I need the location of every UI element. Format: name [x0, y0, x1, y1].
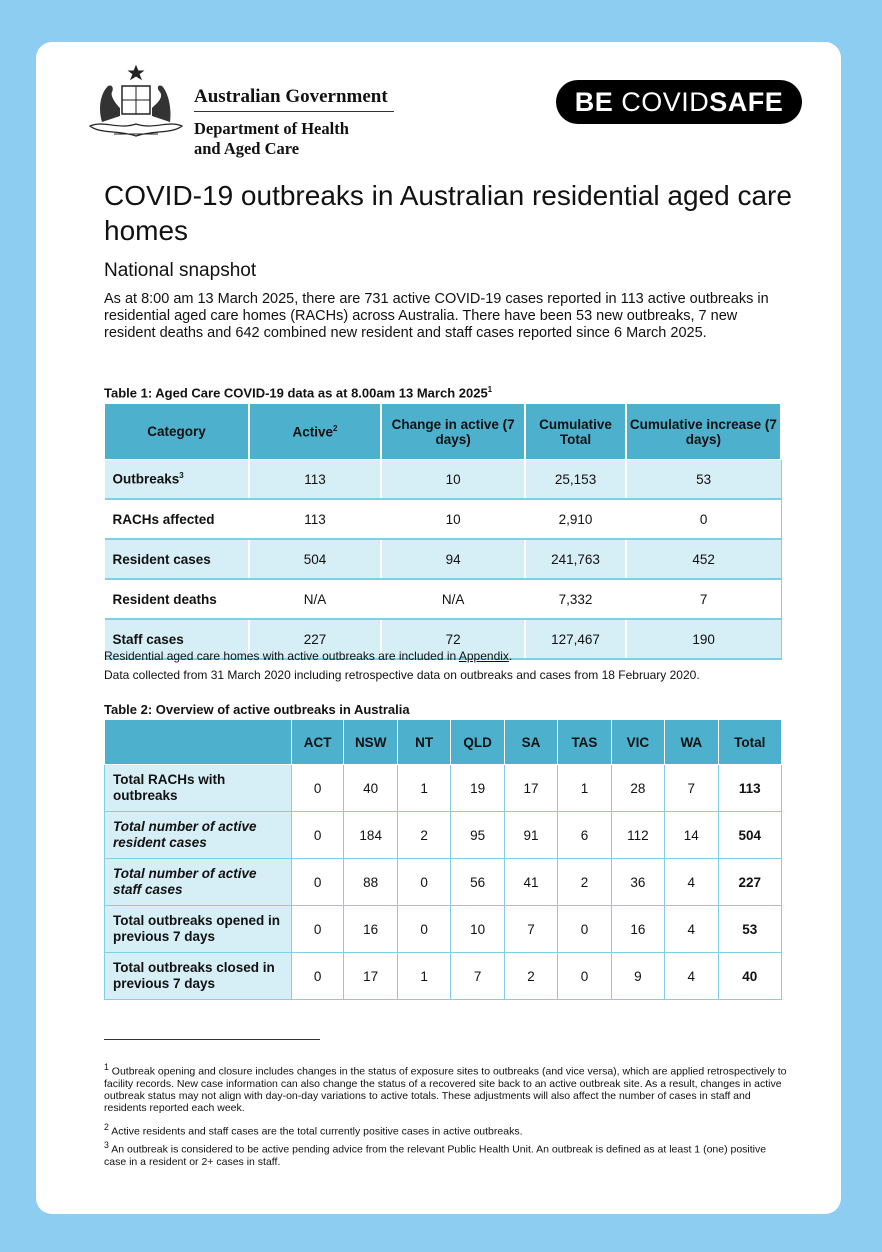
table-cell: 2: [504, 953, 557, 1000]
table-cell: 2: [558, 859, 611, 906]
table-cell: 0: [397, 906, 450, 953]
table-cell: 113: [249, 499, 381, 539]
table-cell: 4: [665, 953, 718, 1000]
table-cell: 17: [504, 765, 557, 812]
table-cell: Resident deaths: [105, 579, 250, 619]
table2-header: SA: [504, 720, 557, 765]
table-cell: 36: [611, 859, 664, 906]
table-cell: Resident cases: [105, 539, 250, 579]
table-cell: 1: [558, 765, 611, 812]
table-cell: 10: [381, 460, 525, 500]
table-cell: 184: [344, 812, 398, 859]
table-row: [105, 579, 782, 619]
table-cell: Total number of active resident cases: [105, 812, 292, 859]
table-cell: 91: [504, 812, 557, 859]
table-cell: 7,332: [525, 579, 626, 619]
table-row: [105, 859, 782, 906]
table-cell: Staff cases: [105, 619, 250, 659]
table2-header: QLD: [451, 720, 505, 765]
footnote-3: $^3$ An outbreak is considered to be active pending advice from the relevant Public Health Unit. An outbreak is defined as at least 1 (one) positive case in a resident or 2+ cases in staff.: [104, 1140, 767, 1168]
appendix-link[interactable]: Appendix: [458, 649, 509, 663]
page-subtitle: National snapshot: [104, 260, 257, 281]
table-row: [105, 765, 782, 812]
department-name: Department of Health and Aged Care: [194, 119, 349, 158]
appendix-note: Residential aged care homes with active outbreaks are included in Appendix.: [104, 649, 513, 663]
table1-header: Cumulative Total: [525, 404, 626, 460]
table-cell: N/A: [381, 579, 525, 619]
table-cell: 2: [397, 812, 450, 859]
table-cell: 17: [344, 953, 398, 1000]
table-cell: 0: [397, 859, 450, 906]
table2-header: Total: [718, 720, 781, 765]
footnote-2: $^2$ Active residents and staff cases are the total currently positive cases in active outbreaks.: [104, 1122, 523, 1138]
table-cell: 10: [451, 906, 505, 953]
coat-of-arms-logo: [84, 64, 188, 144]
table-row: [105, 812, 782, 859]
table-cell: 7: [451, 953, 505, 1000]
table-cell: 94: [381, 539, 525, 579]
aged-care-data-table: [104, 403, 782, 660]
government-branding: [194, 86, 394, 159]
page-title: COVID-19 outbreaks in Australian residential aged care homes: [104, 180, 792, 246]
table-cell: 504: [718, 812, 781, 859]
table-cell: Total outbreaks opened in previous 7 days: [105, 906, 292, 953]
table-cell: 113: [249, 460, 381, 500]
table-cell: RACHs affected: [105, 499, 250, 539]
table-cell: 241,763: [525, 539, 626, 579]
table-cell: Total RACHs with outbreaks: [105, 765, 292, 812]
document-page: [36, 42, 841, 1214]
active-outbreaks-table: [104, 719, 782, 1000]
table-cell: 0: [626, 499, 781, 539]
table-cell: 9: [611, 953, 664, 1000]
table-cell: 0: [558, 906, 611, 953]
table-cell: 113: [718, 765, 781, 812]
table-cell: 6: [558, 812, 611, 859]
table2-caption: Table 2: Overview of active outbreaks in Australia: [104, 702, 410, 717]
table1-header: Cumulative increase (7 days): [626, 404, 781, 460]
table-cell: 25,153: [525, 460, 626, 500]
table-row: [105, 499, 782, 539]
table-cell: 28: [611, 765, 664, 812]
table-cell: 452: [626, 539, 781, 579]
table-cell: 190: [626, 619, 781, 659]
table-cell: 95: [451, 812, 505, 859]
table-cell: 0: [291, 953, 344, 1000]
table-cell: 56: [451, 859, 505, 906]
table-cell: N/A: [249, 579, 381, 619]
footnote-divider: [104, 1039, 320, 1040]
table-row: [105, 906, 782, 953]
table-cell: 4: [665, 859, 718, 906]
table1-header: Category: [105, 404, 250, 460]
table-cell: Total outbreaks closed in previous 7 days: [105, 953, 292, 1000]
table2-header: [105, 720, 292, 765]
table-cell: 14: [665, 812, 718, 859]
table-cell: 112: [611, 812, 664, 859]
table1-header: Change in active (7 days): [381, 404, 525, 460]
table-cell: 504: [249, 539, 381, 579]
table-cell: 19: [451, 765, 505, 812]
table2-header: ACT: [291, 720, 344, 765]
table-cell: 1: [397, 765, 450, 812]
table-cell: 227: [718, 859, 781, 906]
table2-header: WA: [665, 720, 718, 765]
table-cell: 127,467: [525, 619, 626, 659]
table-cell: 41: [504, 859, 557, 906]
table-cell: 0: [291, 859, 344, 906]
data-collection-note: Data collected from 31 March 2020 including retrospective data on outbreaks and cases from 18 February 2020.: [104, 668, 700, 682]
table2-header: NT: [397, 720, 450, 765]
table-cell: Outbreaks$^3$: [105, 460, 250, 500]
table-cell: 0: [558, 953, 611, 1000]
table2-header: VIC: [611, 720, 664, 765]
table-cell: 0: [291, 765, 344, 812]
table-cell: 1: [397, 953, 450, 1000]
footnote-1: $^1$ Outbreak opening and closure includes changes in the status of exposure sites to outbreaks (and vice versa), which are applied retrospectively to facility records. New case information can also change the status of a recovered site back to an active outbreak site. As a result, changes in active outbreak status may not align with day-on-day variations to active totals. These adjustments will also affect the number of cases in staff and residents reported each week.: [104, 1062, 787, 1114]
table-cell: 227: [249, 619, 381, 659]
table-cell: 0: [291, 812, 344, 859]
table-cell: 10: [381, 499, 525, 539]
table1-header: Active$^2$: [249, 404, 381, 460]
table-cell: 0: [291, 906, 344, 953]
table-cell: 72: [381, 619, 525, 659]
table2-header: NSW: [344, 720, 398, 765]
table-row: [105, 539, 782, 579]
government-name: Australian Government: [194, 86, 394, 112]
table-cell: Total number of active staff cases: [105, 859, 292, 906]
table-cell: 16: [344, 906, 398, 953]
be-covidsafe-badge: BE COVIDSAFE: [556, 80, 802, 124]
table1-caption: Table 1: Aged Care COVID-19 data as at 8.00am 13 March 2025$^1$: [104, 385, 493, 401]
table-row: [105, 460, 782, 500]
table-cell: 7: [665, 765, 718, 812]
table-cell: 53: [626, 460, 781, 500]
intro-paragraph: As at 8:00 am 13 March 2025, there are 731 active COVID-19 cases reported in 113 active outbreaks in residential aged care homes (RACHs) across Australia. There have been 53 new outbreaks, 7 new resident deaths and 642 combined new resident and staff cases reported since 6 March 2025.: [104, 291, 769, 341]
table-cell: 2,910: [525, 499, 626, 539]
table-cell: 88: [344, 859, 398, 906]
table-cell: 40: [344, 765, 398, 812]
table-cell: 40: [718, 953, 781, 1000]
table-cell: 7: [626, 579, 781, 619]
table-cell: 53: [718, 906, 781, 953]
table-cell: 16: [611, 906, 664, 953]
table2-header: TAS: [558, 720, 611, 765]
table-cell: 4: [665, 906, 718, 953]
table-row: [105, 953, 782, 1000]
table-cell: 7: [504, 906, 557, 953]
